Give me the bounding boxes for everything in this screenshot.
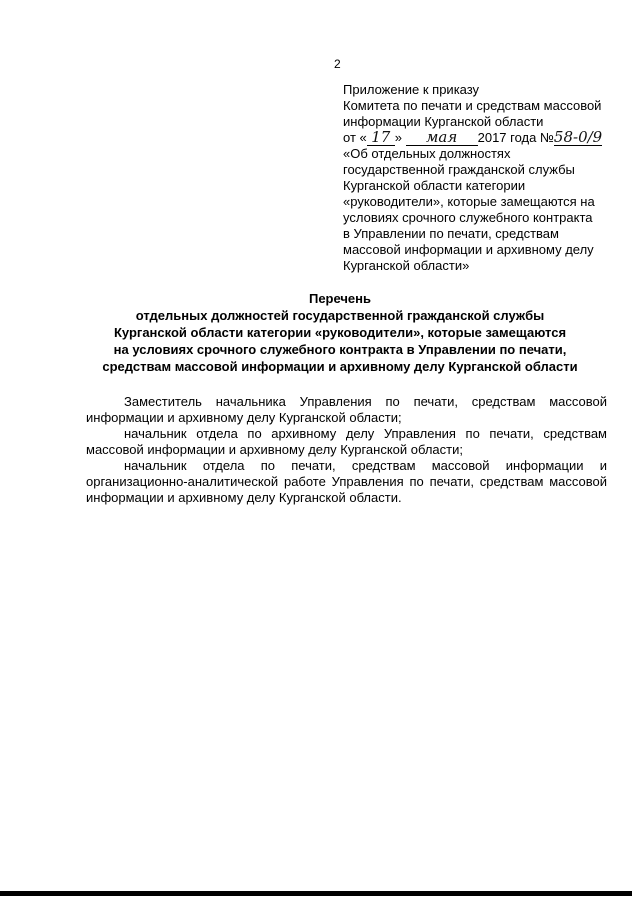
appendix-subject-line: в Управлении по печати, средствам	[343, 226, 559, 241]
date-quote-close: »	[394, 130, 402, 145]
title-line: средствам массовой информации и архивному делу Курганской области	[102, 359, 578, 374]
page-number: 2	[334, 57, 341, 71]
positions-list	[86, 394, 607, 506]
appendix-line: информации Курганской области	[343, 114, 544, 129]
date-day-handwritten: 17	[367, 130, 395, 146]
appendix-subject-line: условиях срочного служебного контракта	[343, 210, 593, 225]
appendix-subject-line: «Об отдельных должностях	[343, 146, 511, 161]
appendix-subject-line: «руководители», которые замещаются на	[343, 194, 595, 209]
title-line: Курганской области категории «руководители», которые замещаются	[113, 325, 567, 340]
appendix-header	[343, 82, 618, 274]
document-title	[60, 290, 620, 375]
appendix-line: Комитета по печати и средствам массовой	[343, 98, 602, 113]
appendix-subject-line: Курганской области категории	[343, 178, 526, 193]
date-month-handwritten: мая	[406, 130, 478, 146]
position-item: начальник отдела по архивному делу Управления по печати, средствам массовой информации и архивному делу Курганской области;	[86, 426, 607, 457]
date-year: 2017 года №	[477, 130, 554, 145]
appendix-subject-line: массовой информации и архивному делу	[343, 242, 594, 257]
title-heading: Перечень	[308, 291, 372, 306]
order-number-handwritten: 58-0/9	[553, 128, 603, 146]
position-item: Заместитель начальника Управления по печати, средствам массовой информации и архивному делу Курганской области;	[86, 394, 607, 425]
position-item: начальник отдела по печати, средствам массовой информации и организационно-аналитической работе Управления по печати, средствам массовой информации и архивному делу Курганской области.	[86, 458, 607, 505]
title-line: отдельных должностей государственной гражданской службы	[135, 308, 545, 323]
scan-edge-bar	[0, 891, 632, 896]
date-prefix: от «	[343, 130, 367, 145]
title-line: на условиях срочного служебного контракта в Управлении по печати,	[113, 342, 567, 357]
order-date-line	[343, 130, 618, 146]
appendix-line: Приложение к приказу	[343, 82, 480, 97]
appendix-subject-line: государственной гражданской службы	[343, 162, 575, 177]
appendix-subject-line: Курганской области»	[343, 258, 470, 273]
